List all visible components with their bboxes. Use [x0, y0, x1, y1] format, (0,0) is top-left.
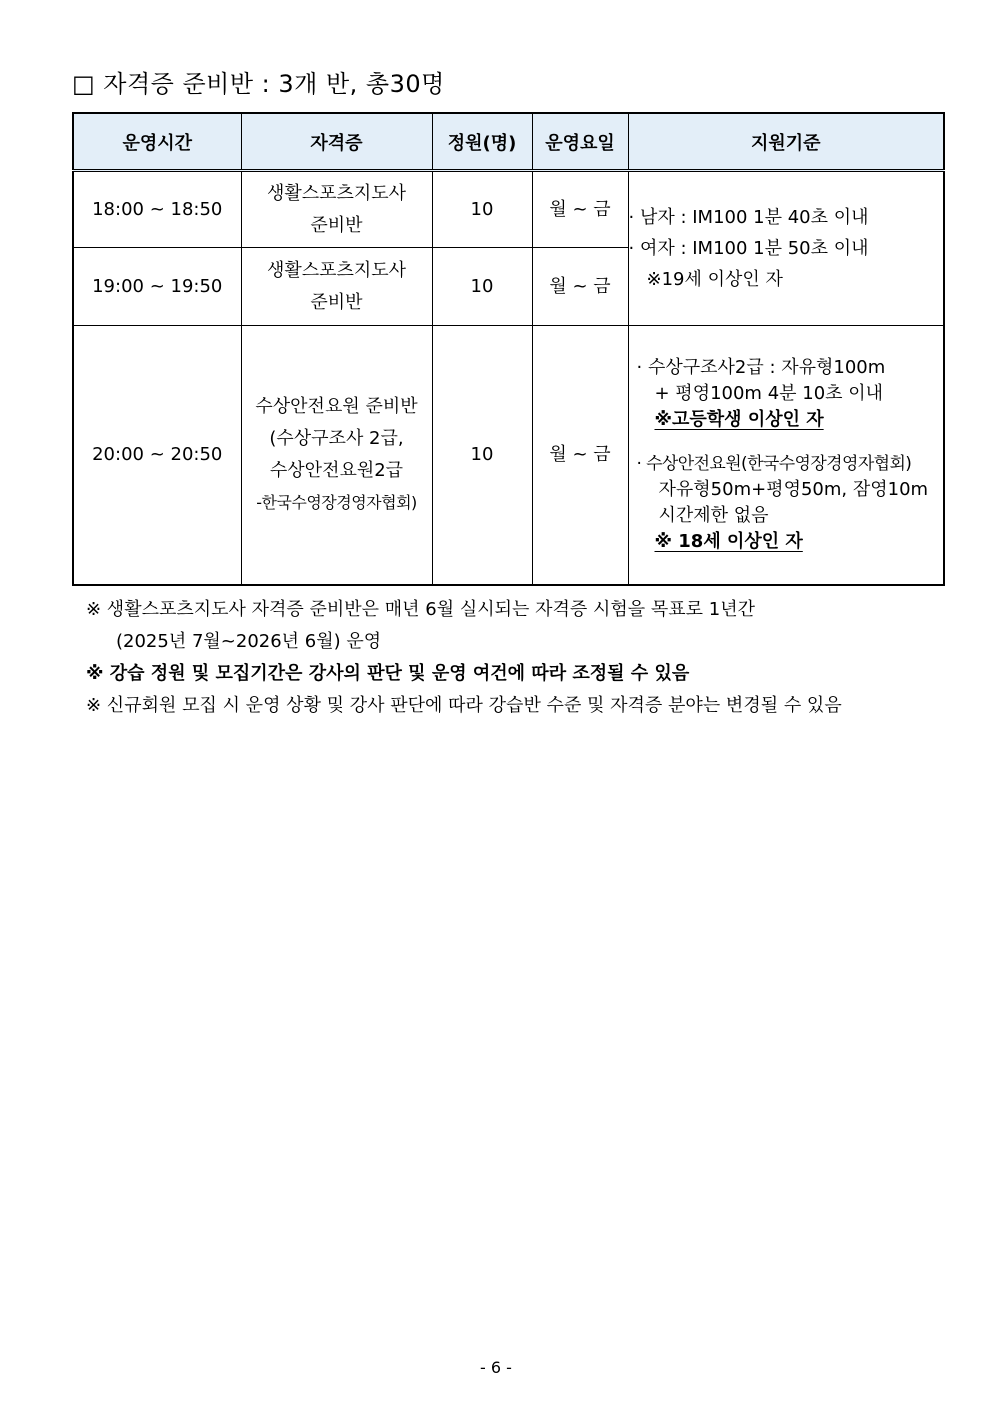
certificate-cell [241, 326, 432, 585]
notes-section [86, 594, 956, 722]
certification-class-table [72, 112, 945, 586]
criteria-age-note: ※고등학생 이상인 자 [654, 408, 824, 430]
table-row [73, 326, 944, 585]
certificate-line: 생활스포츠지도사 [266, 259, 407, 281]
days-cell: 월 ~ 금 [532, 248, 628, 326]
header-criteria: 지원기준 [628, 113, 944, 171]
table-header-row [73, 113, 944, 171]
certificate-line: -한국수영장경영자협회) [256, 492, 417, 512]
criteria-cell [628, 326, 944, 585]
criteria-age-note: ※19세 이상인 자 [646, 269, 783, 290]
table-row [73, 171, 944, 248]
page-number: - 6 - [480, 1358, 512, 1377]
criteria-spacer [637, 433, 944, 451]
certificate-line: 수상안전요원2급 [269, 459, 404, 481]
criteria-line: + 평영100m 4분 10초 이내 [654, 382, 884, 404]
certificate-line: 수상안전요원 준비반 [255, 395, 418, 417]
note-line: (2025년 7월~2026년 6월) 운영 [116, 631, 382, 652]
criteria-line: · 수상구조사2급 : 자유형100m [636, 356, 886, 378]
note-line: ※ 신규회원 모집 시 운영 상황 및 강사 판단에 따라 강습반 수준 및 자격증 분야는 변경될 수 있음 [86, 695, 842, 716]
certificate-cell [241, 171, 432, 248]
criteria-cell [628, 171, 944, 326]
certificate-line: 준비반 [310, 291, 363, 313]
time-cell: 19:00 ~ 19:50 [73, 248, 241, 326]
time-cell: 18:00 ~ 18:50 [73, 171, 241, 248]
certificate-line: 준비반 [310, 214, 363, 236]
criteria-age-note: ※ 18세 이상인 자 [654, 530, 803, 552]
header-capacity: 정원(명) [432, 113, 532, 171]
time-cell: 20:00 ~ 20:50 [73, 326, 241, 585]
capacity-cell: 10 [432, 326, 532, 585]
certificate-line: (수상구조사 2급, [269, 427, 404, 449]
days-cell: 월 ~ 금 [532, 171, 628, 248]
section-title: □ 자격증 준비반 : 3개 반, 총30명 [72, 70, 445, 98]
header-certificate: 자격증 [241, 113, 432, 171]
header-time: 운영시간 [73, 113, 241, 171]
days-cell: 월 ~ 금 [532, 326, 628, 585]
criteria-line: · 여자 : IM100 1분 50초 이내 [628, 238, 869, 259]
criteria-line: · 남자 : IM100 1분 40초 이내 [628, 207, 869, 228]
certificate-line: 생활스포츠지도사 [266, 182, 407, 204]
note-line: ※ 생활스포츠지도사 자격증 준비반은 매년 6월 실시되는 자격증 시험을 목표로 1년간 [86, 599, 756, 620]
criteria-line: 시간제한 없음 [658, 504, 769, 526]
criteria-line: · 수상안전요원(한국수영장경영자협회) [636, 453, 912, 474]
criteria-line: 자유형50m+평영50m, 잠영10m [658, 478, 929, 500]
note-line-bold: ※ 강습 정원 및 모집기간은 강사의 판단 및 운영 여건에 따라 조정될 수 있음 [86, 663, 690, 684]
certificate-cell [241, 248, 432, 326]
header-days: 운영요일 [532, 113, 628, 171]
capacity-cell: 10 [432, 171, 532, 248]
capacity-cell: 10 [432, 248, 532, 326]
